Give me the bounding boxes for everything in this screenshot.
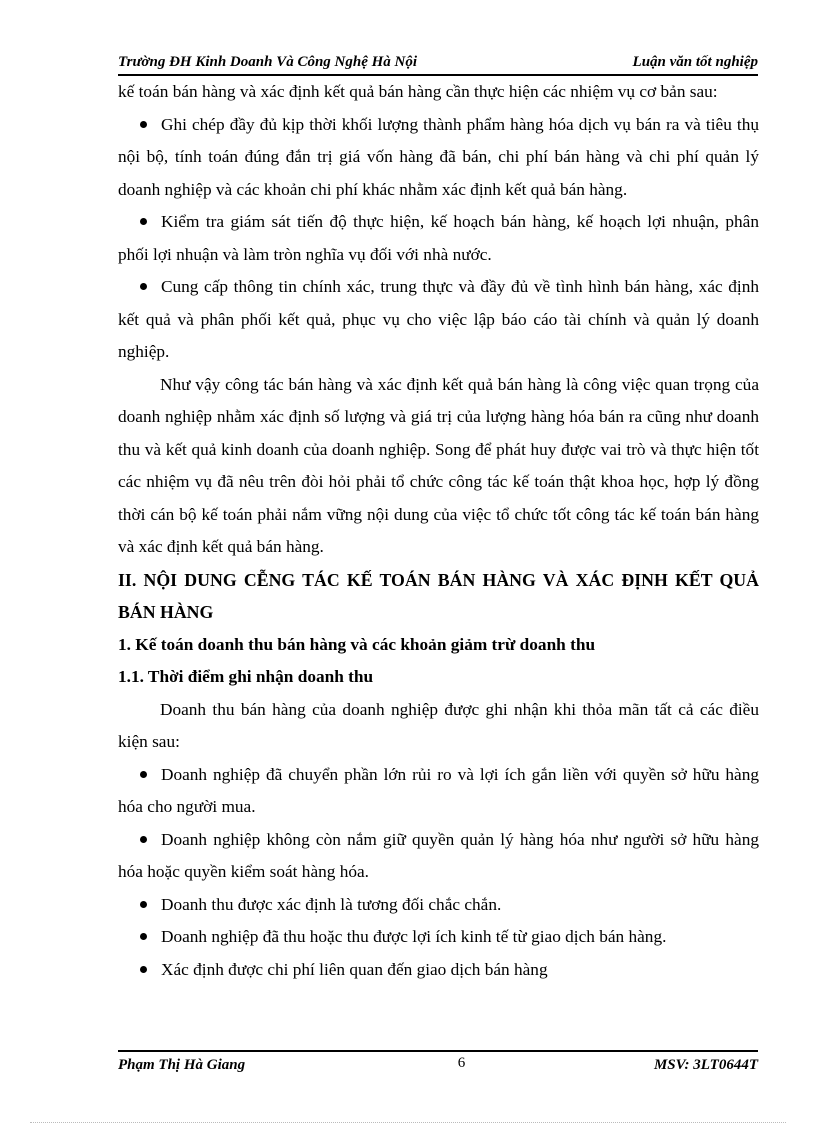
bullet-dot-icon [140,283,147,290]
bullet-text: Xác định được chi phí liên quan đến giao dịch bán hàng [161,959,548,979]
page-footer [118,1050,758,1074]
footer-author: Phạm Thị Hà Giang [118,1057,246,1073]
summary-paragraph: Như vậy công tác bán hàng và xác định kết quả bán hàng là công việc quan trọng của doanh nghiệp nhằm xác định số lượng và giá trị của lượng hàng hóa bán ra cũng như doanh thu và kết quả kinh doanh của doanh nghiệp. Song để phát huy được vai trò và thực hiện tốt các nhiệm vụ đã nêu trên đòi hỏi phải tổ chức công tác kế toán thật khoa học, hợp lý đồng thời cán bộ kế toán phải nắm vững nội dung của việc tổ chức tốt công tác kế toán bán hàng và xác định kết quả bán hàng. [118,374,759,556]
page-header [118,53,758,76]
subsubsection-heading: 1.1. Thời điểm ghi nhận doanh thu [118,667,374,686]
subsection-heading: 1. Kế toán doanh thu bán hàng và các khoản giảm trừ doanh thu [118,634,596,654]
footer-student-id: MSV: 3LT0644T [653,1057,758,1073]
page-body [118,76,759,986]
page-number: 6 [457,1055,466,1071]
intro-paragraph: kế toán bán hàng và xác định kết quả bán hàng cần thực hiện các nhiệm vụ cơ bản sau: [118,82,718,101]
bullet-text: Doanh nghiệp đã chuyển phần lớn rủi ro và lợi ích gắn liền với quyền sở hữu hàng hóa cho người mua. [118,764,759,816]
section-heading: II. NỘI DUNG CỄNG TÁC KẾ TOÁN BÁN HÀNG VÀ XÁC ĐỊNH KẾT QUẢ BÁN HÀNG [118,569,759,622]
bullet-text: Doanh nghiệp không còn nắm giữ quyền quản lý hàng hóa như người sở hữu hàng hóa hoặc quyền kiểm soát hàng hóa. [118,829,759,881]
bullet-item [118,109,759,207]
bullet-text: Cung cấp thông tin chính xác, trung thực và đầy đủ về tình hình bán hàng, xác định kết quả và phân phối kết quả, phục vụ cho việc lập báo cáo tài chính và quản lý doanh nghiệp. [118,277,759,361]
bullet-dot-icon [140,218,147,225]
bullet-text: Doanh nghiệp đã thu hoặc thu được lợi ích kinh tế từ giao dịch bán hàng. [161,927,667,946]
bullet-text: Doanh thu được xác định là tương đối chắc chắn. [161,894,502,914]
bullet-dot-icon [140,933,147,940]
bullet-dot-icon [140,966,147,973]
header-document-type: Luận văn tốt nghiệp [632,54,758,70]
bullet-item [118,271,759,369]
bullet-dot-icon [140,771,147,778]
bullet-item [118,759,759,824]
conditions-paragraph: Doanh thu bán hàng của doanh nghiệp được ghi nhận khi thỏa mãn tất cả các điều kiện sau: [118,699,759,751]
bullet-text: Ghi chép đầy đủ kịp thời khối lượng thành phẩm hàng hóa dịch vụ bán ra và tiêu thụ nội bộ, tính toán đúng đắn trị giá vốn hàng đã bán, chi phí bán hàng và chi phí quản lý doanh nghiệp và các khoản chi phí khác nhằm xác định kết quả bán hàng. [118,114,759,199]
header-school-name: Trường ĐH Kinh Doanh Và Công Nghệ Hà Nội [118,54,418,70]
bullet-item [118,889,759,922]
bullet-dot-icon [140,901,147,908]
bullet-text: Kiểm tra giám sát tiến độ thực hiện, kế hoạch bán hàng, kế hoạch lợi nhuận, phân phối lợi nhuận và làm tròn nghĩa vụ đối với nhà nước. [118,212,759,264]
bullet-item [118,954,759,987]
bullet-item [118,921,759,954]
bullet-dot-icon [140,121,147,128]
bullet-dot-icon [140,836,147,843]
bullet-item [118,206,759,271]
bullet-item [118,824,759,889]
